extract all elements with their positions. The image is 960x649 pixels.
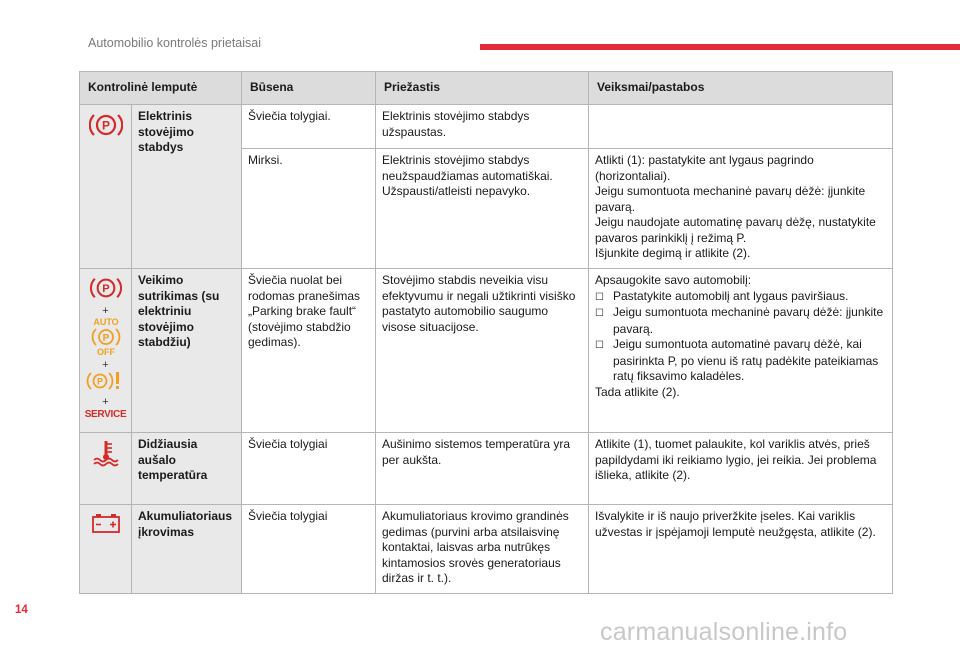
table-row bbox=[80, 505, 893, 594]
state-cell: Mirksi. bbox=[242, 149, 376, 269]
svg-text:P: P bbox=[96, 376, 103, 387]
parking-brake-icon bbox=[80, 275, 131, 306]
page-number: 14 bbox=[15, 604, 28, 616]
off-label: OFF bbox=[96, 346, 115, 356]
state-cell: Šviečia tolygiai bbox=[242, 433, 376, 505]
state-cell: Šviečia nuolat bei rodomas pranešimas „Parking brake fault“ (stovėjimo stabdžio gedimas). bbox=[242, 269, 376, 433]
cause-cell: Elektrinis stovėjimo stabdys neužspaudžiamas automatiškai. Užspausti/atleisti nepavyko. bbox=[376, 149, 589, 269]
action-cell: Atlikite (1), tuomet palaukite, kol variklis atvės, prieš papildydami iki reikiamo lygio, jei reikia. Jei problema išlieka, atlikite (2). bbox=[589, 433, 893, 505]
action-line: Jeigu sumontuota mechaninė pavarų dėžė: įjunkite pavarą. bbox=[595, 184, 866, 214]
light-name: Akumuliatoriaus įkrovimas bbox=[132, 505, 242, 594]
action-outro: Tada atlikite (2). bbox=[595, 384, 680, 399]
cause-cell: Akumuliatoriaus krovimo grandinės gedimas (purvini arba atsilaisvinę kontaktai, laisvas arba nutrūkęs kintamosios srovės generatoriaus diržas ir t. t.). bbox=[376, 505, 589, 594]
coolant-icon-cell bbox=[80, 433, 132, 505]
battery-icon bbox=[90, 524, 122, 538]
auto-parking-off-icon bbox=[80, 316, 131, 361]
light-name: Didžiausia aušalo temperatūra bbox=[132, 433, 242, 505]
col-header-action: Veiksmai/pastabos bbox=[589, 72, 893, 105]
parking-brake-icon bbox=[89, 118, 123, 142]
table-row bbox=[80, 433, 893, 505]
table-row bbox=[80, 269, 893, 433]
coolant-temperature-icon bbox=[91, 456, 121, 470]
parking-brake-icon-cell bbox=[80, 105, 132, 269]
section-title: Automobilio kontrolės prietaisai bbox=[88, 36, 262, 50]
bullet-item: ☐ Jeigu sumontuota mechaninė pavarų dėžė: įjunkite pavarą. bbox=[595, 305, 884, 336]
warning-lights-table bbox=[79, 71, 893, 594]
parking-service-icon bbox=[80, 370, 131, 397]
light-name: Veikimo sutrikimas (su elektriniu stovėjimo stabdžiu) bbox=[132, 269, 242, 433]
cause-cell: Elektrinis stovėjimo stabdys užspaustas. bbox=[376, 105, 589, 149]
malfunction-icons-cell bbox=[80, 269, 132, 433]
action-cell: Išvalykite ir iš naujo priveržkite įseles. Kai variklis užvestas ir įspėjamoji lemputė neužgęsta, atlikite (2). bbox=[589, 505, 893, 594]
action-line: Atlikti (1): pastatykite ant lygaus pagrindo (horizontaliai). bbox=[595, 153, 814, 183]
col-header-light: Kontrolinė lemputė bbox=[80, 72, 242, 105]
cause-cell: Stovėjimo stabdis neveikia visu efektyvumu ir negali užtikrinti visiško pastatyto automobilio saugumo visose situacijose. bbox=[376, 269, 589, 433]
state-cell: Šviečia tolygiai. bbox=[242, 105, 376, 149]
action-line: Išjunkite degimą ir atlikite (2). bbox=[595, 246, 751, 260]
svg-text:P: P bbox=[101, 118, 110, 133]
bullet-item: ☐ Jeigu sumontuota automatinė pavarų dėžė, kai pasirinkta P, po vienu iš ratų padėkite pateikiamas ratų fiksavimo kaladėles. bbox=[595, 337, 879, 383]
bullet-item: ☐ Pastatykite automobilį ant lygaus paviršiaus. bbox=[595, 288, 849, 303]
table-header-row bbox=[80, 72, 893, 105]
service-label: SERVICE bbox=[84, 408, 127, 420]
state-cell: Šviečia tolygiai bbox=[242, 505, 376, 594]
action-cell bbox=[589, 149, 893, 269]
light-name: Elektrinis stovėjimo stabdys bbox=[132, 105, 242, 269]
col-header-cause: Priežastis bbox=[376, 72, 589, 105]
battery-icon-cell bbox=[80, 505, 132, 594]
action-intro: Apsaugokite savo automobilį: bbox=[595, 273, 752, 287]
plus-sign: + bbox=[102, 395, 109, 408]
table-row bbox=[80, 105, 893, 149]
cause-cell: Aušinimo sistemos temperatūra yra per aukšta. bbox=[376, 433, 589, 505]
action-line: Jeigu naudojate automatinę pavarų dėžę, nustatykite pavaros parinkiklį į režimą P. bbox=[595, 215, 876, 245]
header-accent-bar bbox=[480, 44, 960, 50]
auto-label: AUTO bbox=[92, 316, 119, 327]
action-cell bbox=[589, 269, 893, 433]
col-header-state: Būsena bbox=[242, 72, 376, 105]
plus-sign: + bbox=[102, 304, 109, 317]
plus-sign: + bbox=[102, 359, 109, 371]
svg-text:P: P bbox=[101, 283, 110, 296]
watermark: carmanualsonline.info bbox=[600, 618, 848, 646]
action-cell bbox=[589, 105, 893, 149]
svg-text:P: P bbox=[102, 332, 109, 344]
